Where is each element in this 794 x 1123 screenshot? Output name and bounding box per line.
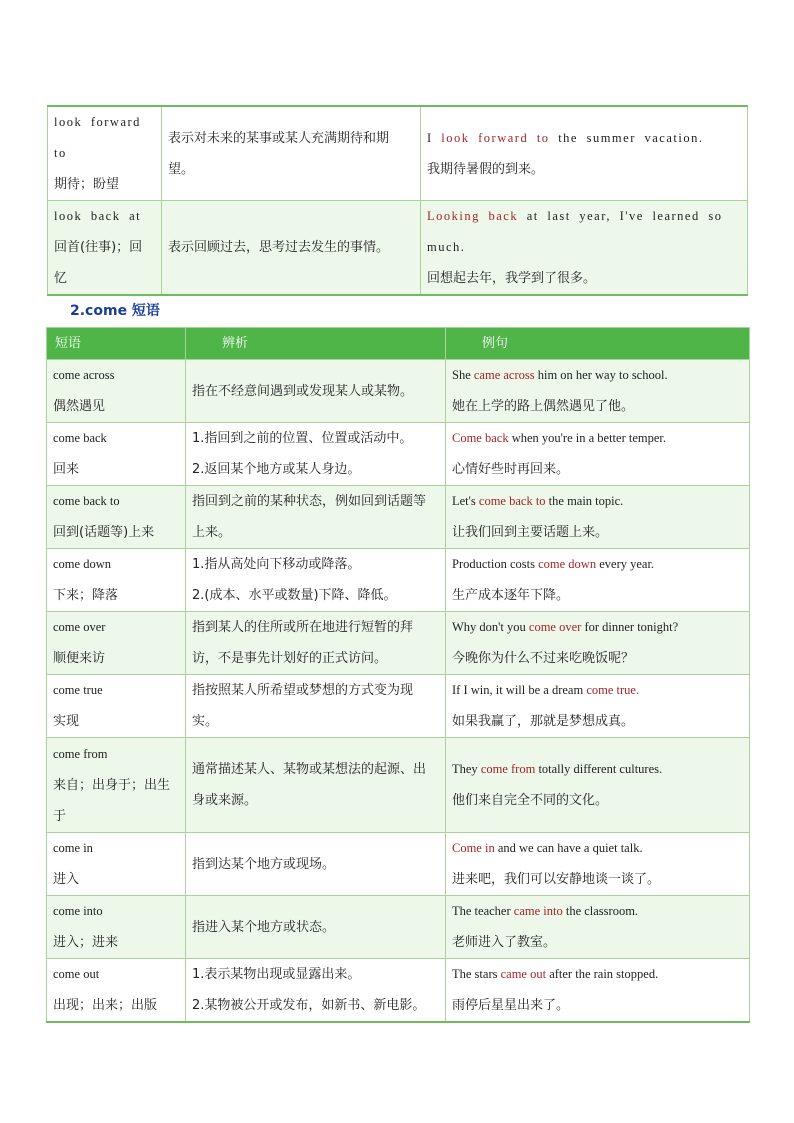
example-sentence-en [452, 754, 743, 785]
example-text: They [452, 762, 481, 776]
phrase-text: come back [53, 431, 107, 445]
analysis-cell [186, 549, 446, 612]
table-row [47, 360, 750, 423]
analysis-cell [162, 201, 421, 296]
example-text: at last year, I've learned so much. [427, 209, 723, 254]
phrase-highlight: come true. [586, 683, 640, 697]
example-text: Why don't you [452, 620, 529, 634]
phrase-meaning: 回到(话题等)上来 [53, 525, 155, 540]
phrase-meaning: 出现；出来；出版 [53, 998, 158, 1013]
phrase-cell [48, 201, 162, 296]
example-sentence-zh: 生产成本逐年下降。 [452, 588, 570, 603]
analysis-cell [186, 738, 446, 833]
phrase-cell [47, 959, 186, 1023]
analysis-cell [186, 675, 446, 738]
phrase-highlight: Looking back [427, 209, 519, 223]
table-row [47, 486, 750, 549]
phrase-text: come in [53, 841, 93, 855]
table-row [47, 896, 750, 959]
analysis-line: 2.某物被公开或发布，如新书、新电影。 [192, 998, 426, 1013]
example-sentence-en [427, 123, 741, 154]
analysis-line: 2.返回某个地方或某人身边。 [192, 462, 361, 477]
analysis-line: 通常描述某人、某物或某想法的起源、出 [192, 762, 427, 777]
example-text: She [452, 368, 474, 382]
example-sentence-en [452, 833, 743, 864]
analysis-line: 指回到之前的某种状态，例如回到话题等 [192, 494, 427, 509]
phrase-meaning: 进入；进来 [53, 935, 119, 950]
example-sentence-en [452, 360, 743, 391]
example-sentence-zh: 心情好些时再回来。 [452, 462, 570, 477]
phrase-highlight: come from [480, 762, 536, 776]
phrase-text: come over [53, 620, 106, 634]
analysis-line: 指进入某个地方或状态。 [192, 919, 336, 935]
analysis-line: 望。 [168, 161, 195, 177]
table-row [47, 423, 750, 486]
phrase-highlight: Come in [452, 841, 495, 855]
example-cell [446, 549, 750, 612]
phrase-cell [47, 896, 186, 959]
phrase-cell [47, 675, 186, 738]
example-cell [446, 738, 750, 833]
example-sentence-zh: 他们来自完全不同的文化。 [452, 793, 609, 808]
phrase-cell [47, 360, 186, 423]
analysis-line: 表示回顾过去，思考过去发生的事情。 [168, 240, 390, 255]
phrase-meaning: 来自；出身于；出生于 [53, 777, 171, 824]
example-sentence-zh: 回想起去年，我学到了很多。 [427, 271, 597, 286]
column-header-analysis: 辨析 [186, 328, 446, 360]
analysis-line: 身或来源。 [192, 793, 258, 808]
phrase-text: come down [53, 557, 111, 571]
analysis-cell [162, 106, 421, 201]
table-row [47, 833, 750, 896]
example-cell [446, 486, 750, 549]
example-text: when you're in a better temper. [508, 431, 666, 445]
phrase-highlight: look forward to [441, 130, 550, 145]
example-text: totally different cultures. [535, 762, 663, 776]
phrase-meaning: 偶然遇见 [53, 399, 106, 414]
example-cell [446, 675, 750, 738]
phrase-highlight: come over [528, 620, 582, 634]
example-sentence-en [452, 959, 743, 990]
look-phrases-table [47, 105, 748, 296]
table-row [47, 549, 750, 612]
analysis-cell [186, 896, 446, 959]
analysis-cell [186, 423, 446, 486]
phrase-cell [47, 486, 186, 549]
analysis-line: 1.指从高处向下移动或降落。 [192, 557, 361, 572]
example-sentence-en [452, 896, 743, 927]
example-text: the main topic. [545, 494, 624, 508]
example-text: the classroom. [562, 904, 639, 918]
example-cell [421, 106, 748, 201]
example-sentence-en [452, 675, 743, 706]
example-text: If I win, it will be a dream [452, 683, 587, 697]
example-text: Let's [452, 494, 479, 508]
example-cell [446, 959, 750, 1023]
analysis-line: 1.表示某物出现或显露出来。 [192, 967, 361, 982]
table-row [47, 959, 750, 1023]
example-sentence-zh: 我期待暑假的到来。 [427, 161, 545, 177]
example-text: every year. [596, 557, 655, 571]
phrase-cell [47, 549, 186, 612]
phrase-text: come from [53, 746, 108, 761]
example-text: I [427, 130, 442, 145]
phrase-highlight: come back to [478, 494, 546, 508]
phrase-meaning: 回首(往事)；回忆 [54, 240, 143, 286]
example-text: The teacher [452, 904, 514, 918]
example-sentence-en [452, 486, 743, 517]
example-cell [446, 423, 750, 486]
analysis-line: 指在不经意间遇到或发现某人或某物。 [192, 383, 414, 399]
table-body [47, 360, 750, 1023]
analysis-cell [186, 833, 446, 896]
phrase-highlight: came across [473, 368, 535, 382]
example-text: Production costs [452, 557, 539, 571]
phrase-text: look back at [54, 209, 142, 223]
phrase-meaning: 实现 [53, 714, 80, 729]
example-sentence-zh: 老师进入了教室。 [452, 935, 557, 950]
example-sentence-en [452, 423, 743, 454]
column-header-example: 例句 [446, 328, 750, 360]
analysis-line: 访，不是事先计划好的正式访问。 [192, 651, 388, 666]
example-sentence-zh: 让我们回到主要话题上来。 [452, 525, 609, 540]
example-text: and we can have a quiet talk. [494, 841, 643, 855]
table-row [47, 738, 750, 833]
phrase-highlight: came out [500, 967, 547, 981]
table-row [47, 675, 750, 738]
phrase-cell [47, 833, 186, 896]
phrase-cell [47, 738, 186, 833]
example-sentence-en [452, 549, 743, 580]
analysis-line: 2.(成本、水平或数量)下降、降低。 [192, 588, 397, 603]
analysis-line: 实。 [192, 714, 219, 729]
phrase-highlight: came into [513, 904, 563, 918]
phrase-text: come into [53, 904, 103, 918]
analysis-cell [186, 959, 446, 1023]
phrase-text: come across [53, 368, 115, 382]
example-text: him on her way to school. [534, 368, 668, 382]
table-row [47, 612, 750, 675]
analysis-line: 1.指回到之前的位置、位置或活动中。 [192, 431, 413, 446]
example-sentence-zh: 如果我赢了，那就是梦想成真。 [452, 714, 635, 729]
example-cell [421, 201, 748, 296]
analysis-line: 指到达某个地方或现场。 [192, 856, 336, 872]
phrase-highlight: come down [538, 557, 597, 571]
phrase-meaning: 回来 [53, 462, 80, 477]
example-sentence-zh: 雨停后星星出来了。 [452, 998, 570, 1013]
analysis-line: 指按照某人所希望或梦想的方式变为现 [192, 683, 414, 698]
example-text: The stars [452, 967, 501, 981]
example-cell [446, 360, 750, 423]
example-cell [446, 896, 750, 959]
example-sentence-en [452, 612, 743, 643]
phrase-meaning: 进入 [53, 872, 80, 887]
example-text: the summer vacation. [549, 130, 704, 145]
phrase-highlight: Come back [452, 431, 509, 445]
analysis-cell [186, 360, 446, 423]
phrase-meaning: 顺便来访 [53, 651, 106, 666]
table-row [48, 201, 748, 296]
example-sentence-zh: 今晚你为什么不过来吃晚饭呢？ [452, 651, 635, 666]
analysis-line: 表示对未来的某事或某人充满期待和期 [168, 130, 390, 146]
phrase-cell [48, 106, 162, 201]
phrase-text: look forward to [54, 115, 141, 160]
analysis-line: 指到某人的住所或所在地进行短暂的拜 [192, 620, 414, 635]
table-row [48, 106, 748, 201]
phrase-cell [47, 423, 186, 486]
example-sentence-en [427, 201, 741, 263]
example-cell [446, 612, 750, 675]
phrase-text: come true [53, 683, 103, 697]
example-text: for dinner tonight? [581, 620, 679, 634]
phrase-meaning: 期待；盼望 [54, 177, 120, 192]
phrase-text: come out [53, 967, 100, 981]
phrase-cell [47, 612, 186, 675]
analysis-cell [186, 612, 446, 675]
example-cell [446, 833, 750, 896]
analysis-line: 上来。 [192, 525, 232, 540]
phrase-text: come back to [53, 494, 120, 508]
example-sentence-zh: 进来吧，我们可以安静地谈一谈了。 [452, 872, 661, 887]
phrase-meaning: 下来；降落 [53, 588, 119, 603]
table-header-row [47, 328, 750, 360]
example-text: after the rain stopped. [546, 967, 659, 981]
analysis-cell [186, 486, 446, 549]
come-phrases-table [46, 327, 750, 1023]
column-header-phrase: 短语 [47, 328, 186, 360]
section-title: 2.come 短语 [70, 303, 160, 319]
example-sentence-zh: 她在上学的路上偶然遇见了他。 [452, 399, 635, 414]
